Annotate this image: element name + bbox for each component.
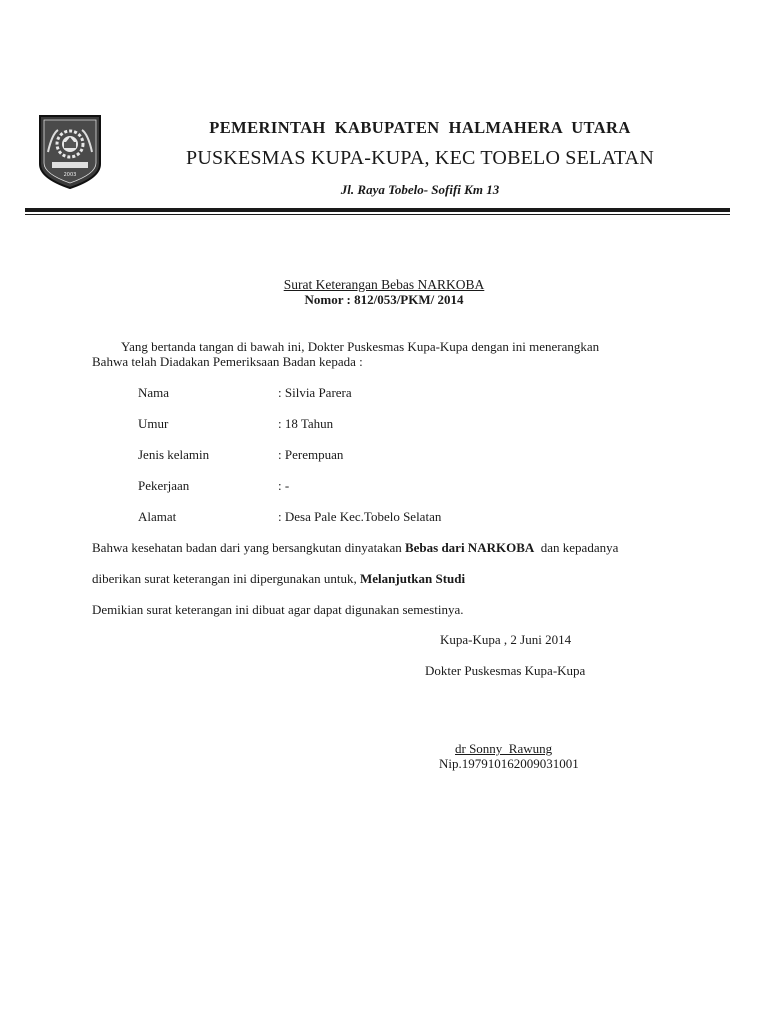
document-number: Nomor : 812/053/PKM/ 2014 — [304, 292, 464, 307]
signature-name: dr Sonny Rawung — [455, 741, 553, 756]
letterhead-institution: PUSKESMAS KUPA-KUPA, KEC TOBELO SELATAN — [186, 147, 654, 169]
signature-place-date: Kupa-Kupa , 2 Juni 2014 — [440, 632, 572, 647]
letterhead-address: Jl. Raya Tobelo- Sofifi Km 13 — [340, 182, 500, 197]
statement-line-1 — [92, 540, 618, 556]
statement-line-3: Demikian surat keterangan ini dibuat agar dapat digunakan semestinya. — [92, 602, 464, 617]
statement-1-tail: dan kepadanya — [534, 540, 619, 555]
document-title: Surat Keterangan Bebas NARKOBA — [283, 277, 485, 292]
letterhead-government: PEMERINTAH KABUPATEN HALMAHERA UTARA — [209, 118, 631, 137]
logo-year: 2003 — [63, 172, 77, 178]
signature-position: Dokter Puskesmas Kupa-Kupa — [425, 663, 586, 678]
statement-2-text: diberikan surat keterangan ini dipergunakan untuk, — [92, 571, 360, 586]
field-label-pekerjaan: Pekerjaan — [138, 478, 190, 493]
intro-line-2: Bahwa telah Diadakan Pemeriksaan Badan kepada : — [92, 354, 363, 369]
statement-1-text: Bahwa kesehatan badan dari yang bersangkutan dinyatakan — [92, 540, 405, 555]
field-value-umur: : 18 Tahun — [278, 416, 334, 431]
signature-nip: Nip.197910162009031001 — [439, 756, 579, 771]
header-divider-thick — [25, 208, 730, 212]
field-label-alamat: Alamat — [138, 509, 177, 524]
field-label-nama: Nama — [138, 385, 170, 400]
statement-1-emphasis: Bebas dari NARKOBA — [404, 540, 535, 555]
field-label-jenis-kelamin: Jenis kelamin — [138, 447, 210, 462]
field-value-jenis-kelamin: : Perempuan — [278, 447, 344, 462]
statement-line-2 — [92, 571, 465, 587]
field-value-pekerjaan: : - — [278, 478, 290, 493]
field-value-nama: : Silvia Parera — [278, 385, 352, 400]
statement-2-emphasis: Melanjutkan Studi — [360, 571, 466, 586]
field-label-umur: Umur — [138, 416, 169, 431]
field-value-alamat: : Desa Pale Kec.Tobelo Selatan — [278, 509, 442, 524]
header-divider-thin — [25, 214, 730, 215]
regency-crest-icon — [36, 112, 104, 190]
intro-line-1: Yang bertanda tangan di bawah ini, Dokter Puskesmas Kupa-Kupa dengan ini menerangkan — [121, 339, 600, 354]
